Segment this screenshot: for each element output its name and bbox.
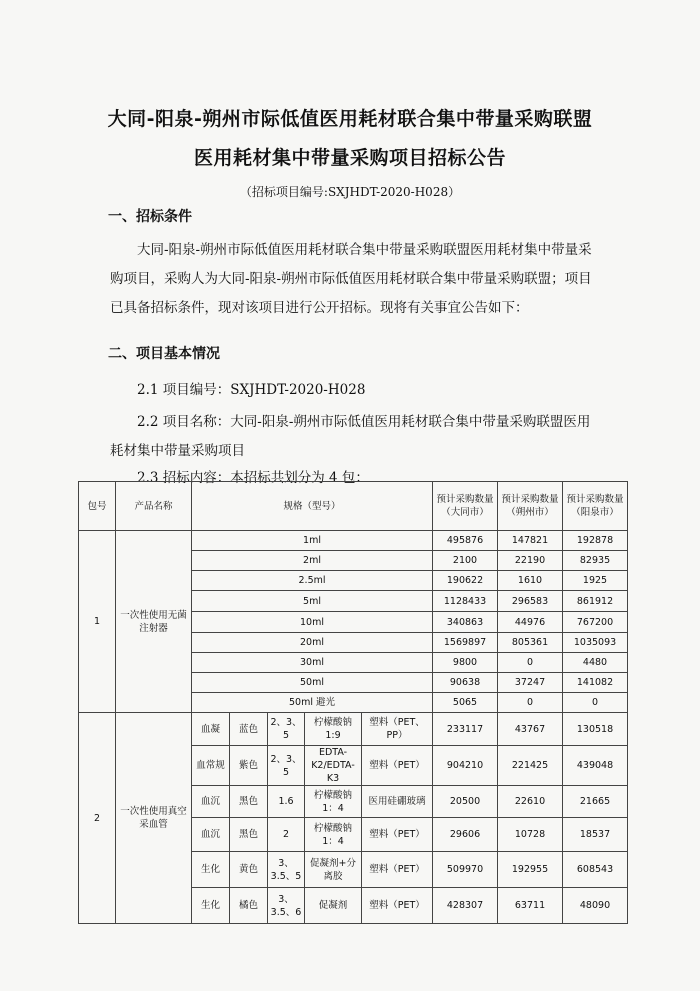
qty-shuozhou: 221425 bbox=[498, 746, 563, 786]
tube-additive: EDTA-K2/EDTA-K3 bbox=[305, 746, 362, 786]
tube-size: 2、3、5 bbox=[268, 746, 305, 786]
tube-type: 生化 bbox=[192, 888, 230, 924]
spec-cell: 1ml bbox=[192, 531, 433, 551]
tube-additive: 柠檬酸钠 1:9 bbox=[305, 713, 362, 746]
qty-datong: 90638 bbox=[433, 673, 498, 693]
qty-yangquan: 18537 bbox=[563, 818, 628, 852]
spec-cell: 30ml bbox=[192, 653, 433, 673]
item-2-2: 2.2 项目名称：大同-阳泉-朔州市际低值医用耗材联合集中带量采购联盟医用耗材集中带量采购项目 bbox=[110, 414, 591, 459]
qty-shuozhou: 147821 bbox=[498, 531, 563, 551]
tube-material: 塑料（PET） bbox=[362, 852, 433, 888]
qty-yangquan: 21665 bbox=[563, 786, 628, 818]
tube-size: 2、3、5 bbox=[268, 713, 305, 746]
qty-shuozhou: 37247 bbox=[498, 673, 563, 693]
qty-yangquan: 48090 bbox=[563, 888, 628, 924]
table-row bbox=[79, 531, 628, 551]
table-row bbox=[79, 713, 628, 746]
header-qty-yangquan: 预计采购数量（阳泉市） bbox=[563, 482, 628, 531]
qty-datong: 1569897 bbox=[433, 633, 498, 653]
tube-material: 塑料（PET） bbox=[362, 888, 433, 924]
pkg2-product: 一次性使用真空采血管 bbox=[116, 713, 192, 924]
tube-type: 血凝 bbox=[192, 713, 230, 746]
qty-shuozhou: 22610 bbox=[498, 786, 563, 818]
spec-cell: 2.5ml bbox=[192, 571, 433, 591]
qty-shuozhou: 1610 bbox=[498, 571, 563, 591]
pkg1-product: 一次性使用无菌注射器 bbox=[116, 531, 192, 713]
document-title-line1: 大同-阳泉-朔州市际低值医用耗材联合集中带量采购联盟 bbox=[107, 108, 593, 130]
document-title-line2: 医用耗材集中带量采购项目招标公告 bbox=[193, 147, 506, 169]
qty-datong: 1128433 bbox=[433, 591, 498, 612]
qty-yangquan: 130518 bbox=[563, 713, 628, 746]
qty-datong: 5065 bbox=[433, 693, 498, 713]
qty-datong: 495876 bbox=[433, 531, 498, 551]
qty-yangquan: 1925 bbox=[563, 571, 628, 591]
qty-yangquan: 0 bbox=[563, 693, 628, 713]
tube-additive: 柠檬酸钠 1：4 bbox=[305, 818, 362, 852]
tube-size: 1.6 bbox=[268, 786, 305, 818]
qty-yangquan: 4480 bbox=[563, 653, 628, 673]
qty-datong: 904210 bbox=[433, 746, 498, 786]
pkg2-number: 2 bbox=[79, 713, 116, 924]
section1-heading: 一、招标条件 bbox=[108, 209, 192, 225]
tube-type: 血沉 bbox=[192, 786, 230, 818]
qty-datong: 340863 bbox=[433, 612, 498, 633]
header-pkg: 包号 bbox=[79, 482, 116, 531]
qty-yangquan: 608543 bbox=[563, 852, 628, 888]
tube-color: 黑色 bbox=[230, 818, 268, 852]
tube-material: 塑料（PET、PP） bbox=[362, 713, 433, 746]
tube-additive: 柠檬酸钠 1：4 bbox=[305, 786, 362, 818]
qty-shuozhou: 63711 bbox=[498, 888, 563, 924]
header-qty-shuozhou: 预计采购数量（朔州市） bbox=[498, 482, 563, 531]
qty-shuozhou: 805361 bbox=[498, 633, 563, 653]
spec-cell: 2ml bbox=[192, 551, 433, 571]
qty-shuozhou: 44976 bbox=[498, 612, 563, 633]
qty-yangquan: 192878 bbox=[563, 531, 628, 551]
qty-yangquan: 1035093 bbox=[563, 633, 628, 653]
qty-yangquan: 767200 bbox=[563, 612, 628, 633]
spec-cell: 5ml bbox=[192, 591, 433, 612]
spec-cell: 20ml bbox=[192, 633, 433, 653]
tube-material: 医用硅硼玻璃 bbox=[362, 786, 433, 818]
qty-datong: 2100 bbox=[433, 551, 498, 571]
tube-material: 塑料（PET） bbox=[362, 746, 433, 786]
tube-color: 黑色 bbox=[230, 786, 268, 818]
tube-color: 黄色 bbox=[230, 852, 268, 888]
qty-datong: 20500 bbox=[433, 786, 498, 818]
item-2-3: 2.3 招标内容：本招标共划分为 4 包： bbox=[137, 470, 369, 486]
qty-datong: 190622 bbox=[433, 571, 498, 591]
qty-shuozhou: 22190 bbox=[498, 551, 563, 571]
qty-shuozhou: 10728 bbox=[498, 818, 563, 852]
tube-additive: 促凝剂 bbox=[305, 888, 362, 924]
tube-additive: 促凝剂+分离胶 bbox=[305, 852, 362, 888]
tube-size: 3、3.5、6 bbox=[268, 888, 305, 924]
qty-datong: 233117 bbox=[433, 713, 498, 746]
qty-shuozhou: 43767 bbox=[498, 713, 563, 746]
pkg1-number: 1 bbox=[79, 531, 116, 713]
section1-body: 大同-阳泉-朔州市际低值医用耗材联合集中带量采购联盟医用耗材集中带量采购项目，采购人为大同-阳泉-朔州市际低值医用耗材联合集中带量采购联盟；项目已具备招标条件，现对该项目进行公开招标。现将有关事宜公告如下： bbox=[110, 242, 592, 316]
spec-cell: 10ml bbox=[192, 612, 433, 633]
qty-yangquan: 439048 bbox=[563, 746, 628, 786]
qty-datong: 9800 bbox=[433, 653, 498, 673]
item-2-1: 2.1 项目编号：SXJHDT-2020-H028 bbox=[137, 382, 366, 398]
tube-color: 蓝色 bbox=[230, 713, 268, 746]
tube-type: 血沉 bbox=[192, 818, 230, 852]
qty-datong: 29606 bbox=[433, 818, 498, 852]
table-header-row bbox=[79, 482, 628, 531]
tube-type: 生化 bbox=[192, 852, 230, 888]
tube-size: 2 bbox=[268, 818, 305, 852]
spec-cell: 50ml 避光 bbox=[192, 693, 433, 713]
project-number-subtitle: （招标项目编号:SXJHDT-2020-H028） bbox=[239, 185, 461, 199]
spec-cell: 50ml bbox=[192, 673, 433, 693]
qty-shuozhou: 192955 bbox=[498, 852, 563, 888]
qty-shuozhou: 0 bbox=[498, 653, 563, 673]
qty-shuozhou: 296583 bbox=[498, 591, 563, 612]
tube-color: 橘色 bbox=[230, 888, 268, 924]
header-spec: 规格（型号） bbox=[192, 482, 433, 531]
header-qty-datong: 预计采购数量（大同市） bbox=[433, 482, 498, 531]
tube-size: 3、3.5、5 bbox=[268, 852, 305, 888]
qty-shuozhou: 0 bbox=[498, 693, 563, 713]
qty-yangquan: 82935 bbox=[563, 551, 628, 571]
tube-material: 塑料（PET） bbox=[362, 818, 433, 852]
qty-yangquan: 861912 bbox=[563, 591, 628, 612]
section2-heading: 二、项目基本情况 bbox=[108, 346, 220, 362]
qty-datong: 509970 bbox=[433, 852, 498, 888]
header-product: 产品名称 bbox=[116, 482, 192, 531]
tender-table bbox=[78, 481, 628, 924]
qty-yangquan: 141082 bbox=[563, 673, 628, 693]
tube-color: 紫色 bbox=[230, 746, 268, 786]
tube-type: 血常规 bbox=[192, 746, 230, 786]
qty-datong: 428307 bbox=[433, 888, 498, 924]
